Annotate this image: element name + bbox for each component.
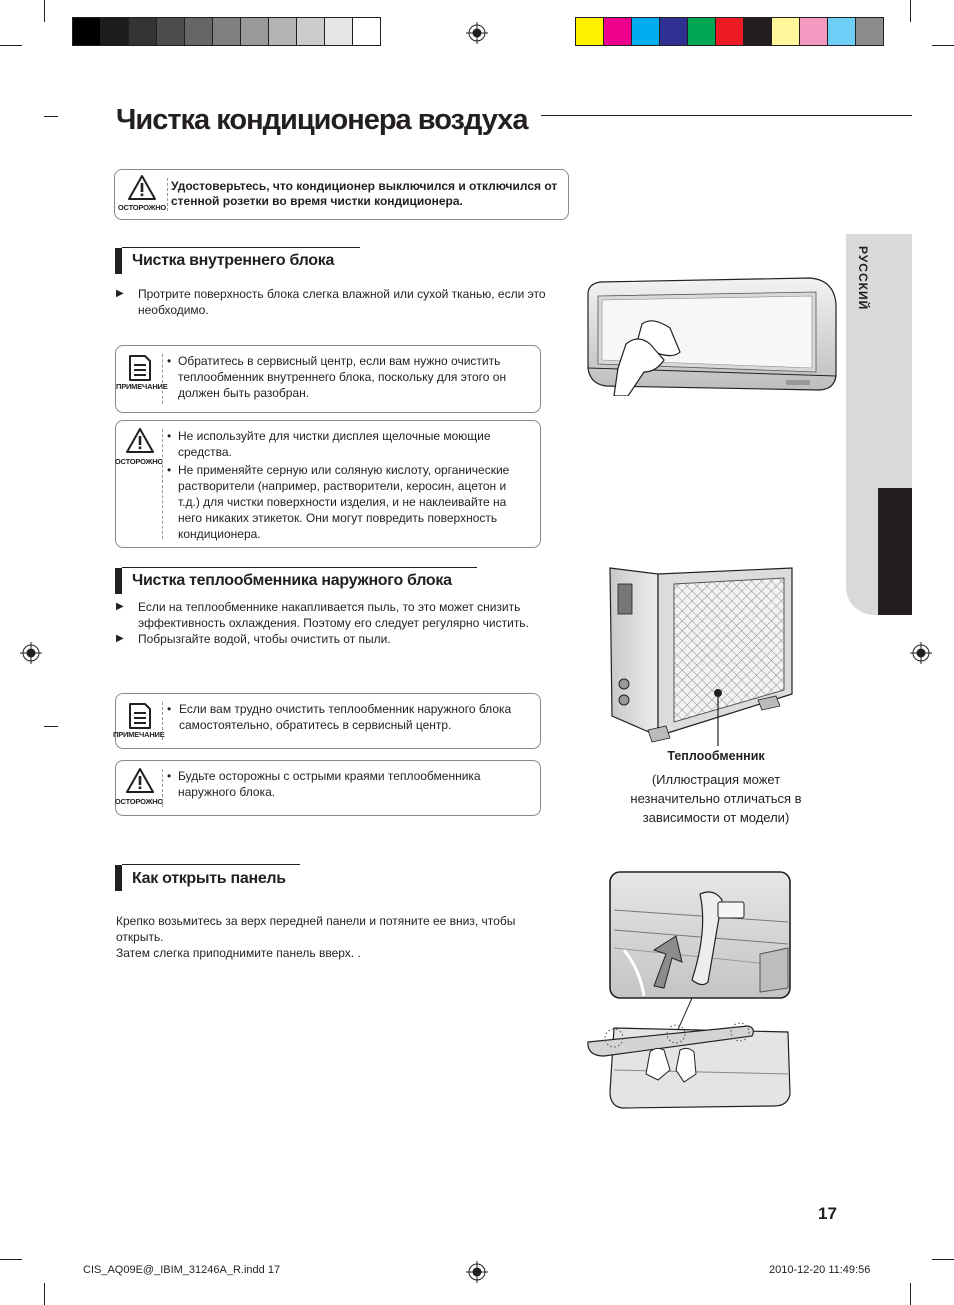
color-swatch bbox=[575, 17, 604, 46]
indoor-caution-text-2: Не применяйте серную или соляную кислоту, органические растворители (например, растворители, керосин, ацетон и т.д.) для чистки поверхности изделия, и не наклеивайте на него никаких этикеток. Они могут повредить поверхность кондиционера. bbox=[178, 463, 510, 541]
registration-mark-icon bbox=[20, 642, 42, 664]
crop-mark bbox=[44, 116, 58, 117]
section-rule bbox=[122, 567, 477, 568]
color-swatch bbox=[128, 17, 157, 46]
section-heading-outdoor: Чистка теплообменника наружного блока bbox=[132, 572, 452, 589]
color-swatch bbox=[659, 17, 688, 46]
color-swatch bbox=[603, 17, 632, 46]
crop-mark bbox=[910, 1283, 911, 1305]
bullet-triangle-icon: ▶ bbox=[116, 288, 124, 299]
language-label: РУССКИЙ bbox=[856, 246, 870, 311]
bullet-dot: • bbox=[167, 769, 172, 783]
crop-mark bbox=[932, 45, 954, 46]
crop-mark bbox=[44, 0, 45, 22]
indoor-note-box bbox=[115, 345, 541, 413]
indoor-caution-text-1: Не используйте для чистки дисплея щелочные моющие средства. bbox=[178, 429, 491, 459]
box-divider bbox=[167, 178, 169, 211]
bullet-dot: • bbox=[167, 429, 172, 443]
crop-mark bbox=[44, 1283, 45, 1305]
note-icon bbox=[127, 702, 153, 730]
bullet-dot: • bbox=[167, 702, 172, 716]
crop-mark bbox=[0, 45, 22, 46]
bullet-triangle-icon: ▶ bbox=[116, 633, 124, 644]
section-rule bbox=[122, 864, 300, 865]
caution-triangle-icon bbox=[125, 427, 155, 454]
registration-mark-icon bbox=[466, 1261, 488, 1283]
color-swatch bbox=[743, 17, 772, 46]
outdoor-unit-illustration bbox=[608, 566, 796, 746]
section-bar bbox=[115, 865, 122, 891]
color-swatch bbox=[771, 17, 800, 46]
side-tab-marker bbox=[878, 488, 912, 615]
color-swatch bbox=[296, 17, 325, 46]
color-swatch bbox=[631, 17, 660, 46]
color-swatch bbox=[827, 17, 856, 46]
box-divider bbox=[162, 702, 164, 740]
crop-mark bbox=[0, 1259, 22, 1260]
top-warning-box bbox=[114, 169, 569, 220]
panel-instruction-1: Крепко возьмитесь за верх передней панели и потяните ее вниз, чтобы открыть. bbox=[116, 914, 516, 944]
box-divider bbox=[162, 429, 164, 539]
color-swatch bbox=[352, 17, 381, 46]
note-label: ПРИМЕЧАНИЕ bbox=[113, 730, 165, 739]
page-title: Чистка кондиционера воздуха bbox=[116, 104, 528, 136]
top-warning-text: Удостоверьтесь, что кондиционер выключился и отключился от стенной розетки во время чистки кондиционера. bbox=[171, 179, 558, 208]
outdoor-note-box bbox=[115, 693, 541, 749]
color-swatch bbox=[240, 17, 269, 46]
panel-instruction-2: Затем слегка приподнимите панель вверх. . bbox=[116, 946, 361, 960]
section-heading-indoor: Чистка внутреннего блока bbox=[132, 252, 335, 269]
bullet-dot: • bbox=[167, 463, 172, 477]
section-rule bbox=[122, 247, 360, 248]
outdoor-note-text: Если вам трудно очистить теплообменник наружного блока самостоятельно, обратитесь в сервисный центр. bbox=[179, 702, 512, 732]
outdoor-bullet-2: Побрызгайте водой, чтобы очистить от пыли. bbox=[138, 632, 391, 646]
outdoor-caution-text: Будьте осторожны с острыми краями теплообменника наружного блока. bbox=[178, 769, 481, 799]
box-divider bbox=[162, 769, 164, 807]
caution-label: ОСТОРОЖНО bbox=[114, 797, 164, 806]
indoor-unit-illustration bbox=[580, 268, 840, 396]
color-swatch bbox=[799, 17, 828, 46]
figure-caption: (Иллюстрация может незначительно отличаться в зависимости от модели) bbox=[630, 772, 802, 825]
registration-mark-icon bbox=[466, 22, 488, 44]
indoor-bullet: Протрите поверхность блока слегка влажной или сухой тканью, если это необходимо. bbox=[138, 287, 546, 317]
section-heading-panel: Как открыть панель bbox=[132, 870, 286, 887]
footer-timestamp: 2010-12-20 11:49:56 bbox=[769, 1264, 871, 1276]
crop-mark bbox=[44, 726, 58, 727]
crop-mark bbox=[910, 0, 911, 22]
page-number: 17 bbox=[818, 1204, 837, 1223]
caution-triangle-icon bbox=[127, 174, 157, 201]
color-swatch bbox=[212, 17, 241, 46]
color-swatch bbox=[72, 17, 101, 46]
section-bar bbox=[115, 568, 122, 594]
footer-file-info: CIS_AQ09E@_IBIM_31246A_R.indd 17 bbox=[83, 1264, 281, 1276]
color-swatch bbox=[268, 17, 297, 46]
section-bar bbox=[115, 248, 122, 274]
crop-mark bbox=[932, 1259, 954, 1260]
color-swatch bbox=[324, 17, 353, 46]
indoor-note-text: Обратитесь в сервисный центр, если вам нужно очистить теплообменник внутреннего блока, поскольку для этого он должен быть разобран. bbox=[178, 354, 507, 400]
caution-label: ОСТОРОЖНО bbox=[114, 457, 164, 466]
indoor-caution-box bbox=[115, 420, 541, 548]
bullet-dot: • bbox=[167, 354, 172, 368]
open-panel-illustration bbox=[584, 870, 794, 1114]
color-swatch bbox=[156, 17, 185, 46]
note-icon bbox=[127, 354, 153, 382]
registration-mark-icon bbox=[910, 642, 932, 664]
bullet-triangle-icon: ▶ bbox=[116, 601, 124, 612]
box-divider bbox=[162, 354, 164, 404]
outdoor-caution-box bbox=[115, 760, 541, 816]
caution-triangle-icon bbox=[125, 767, 155, 794]
color-swatch bbox=[100, 17, 129, 46]
note-label: ПРИМЕЧАНИЕ bbox=[116, 382, 168, 391]
color-swatch bbox=[855, 17, 884, 46]
heat-exchanger-label: Теплообменник bbox=[667, 749, 765, 763]
title-rule bbox=[541, 115, 912, 116]
outdoor-bullet-1: Если на теплообменнике накапливается пыль, то это может снизить эффективность охлаждения. Поэтому его следует регулярно чистить. bbox=[138, 600, 529, 630]
color-swatch bbox=[184, 17, 213, 46]
color-swatch bbox=[715, 17, 744, 46]
caution-label: ОСТОРОЖНО bbox=[117, 203, 167, 212]
color-swatch bbox=[687, 17, 716, 46]
